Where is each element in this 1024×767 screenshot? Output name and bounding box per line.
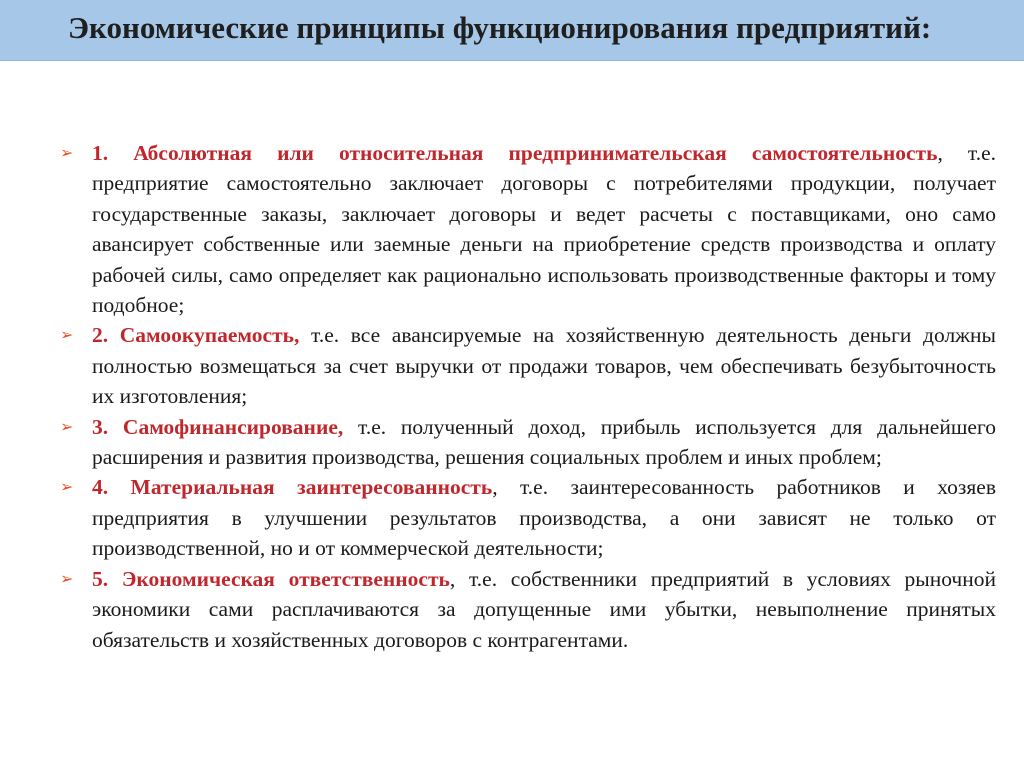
slide-title: Экономические принципы функционирования предприятий:	[68, 10, 932, 45]
principle-description: , т.е. заинтересованность работников и хозяев предприятия в улучшении результатов производства, а они зависят не только от производственной, но и от коммерческой деятельности;	[92, 475, 996, 561]
arrowhead-bullet-icon: ➢	[60, 568, 74, 588]
principles-list	[60, 138, 996, 655]
principle-term: 1. Абсолютная или относительная предпринимательская самостоятельность	[92, 141, 938, 165]
arrowhead-bullet-icon: ➢	[60, 325, 74, 345]
list-item	[60, 412, 996, 473]
arrowhead-bullet-icon: ➢	[60, 143, 74, 162]
principle-description: , т.е. предприятие самостоятельно заключает договоры с потребителями продукции, получает государственные заказы, заключает договоры и ведет расчеты с поставщиками, оно само авансирует собственные или заемные деньги на приобретение средств производства и оплату рабочей силы, само определяет как рационально использовать производственные факторы и тому подобное;	[92, 141, 996, 318]
principle-term: 2. Самоокупаемость,	[92, 323, 300, 348]
arrowhead-bullet-icon: ➢	[60, 416, 74, 436]
list-item	[60, 138, 996, 320]
principle-description: т.е. все авансируемые на хозяйственную деятельность деньги должны полностью возмещаться за счет выручки от продажи товаров, чем обеспечивать безубыточность их изготовления;	[92, 323, 996, 409]
list-item	[60, 564, 996, 655]
list-item	[60, 472, 996, 563]
principle-description: , т.е. собственники предприятий в условиях рыночной экономики сами расплачиваются за допущенные ими убытки, невыполнение принятых обязательств и хозяйственных договоров с контрагентами.	[92, 566, 997, 652]
title-bar	[0, 0, 1024, 61]
list-item	[60, 320, 996, 411]
principle-description: т.е. полученный доход, прибыль используется для дальнейшего расширения и развития производства, решения социальных проблем и иных проблем;	[92, 414, 996, 470]
arrowhead-bullet-icon: ➢	[60, 477, 74, 497]
principle-term: 5. Экономическая ответственность	[92, 566, 450, 591]
principle-term: 4. Материальная заинтересованность	[92, 475, 493, 500]
principle-term: 3. Самофинансирование,	[92, 414, 344, 439]
